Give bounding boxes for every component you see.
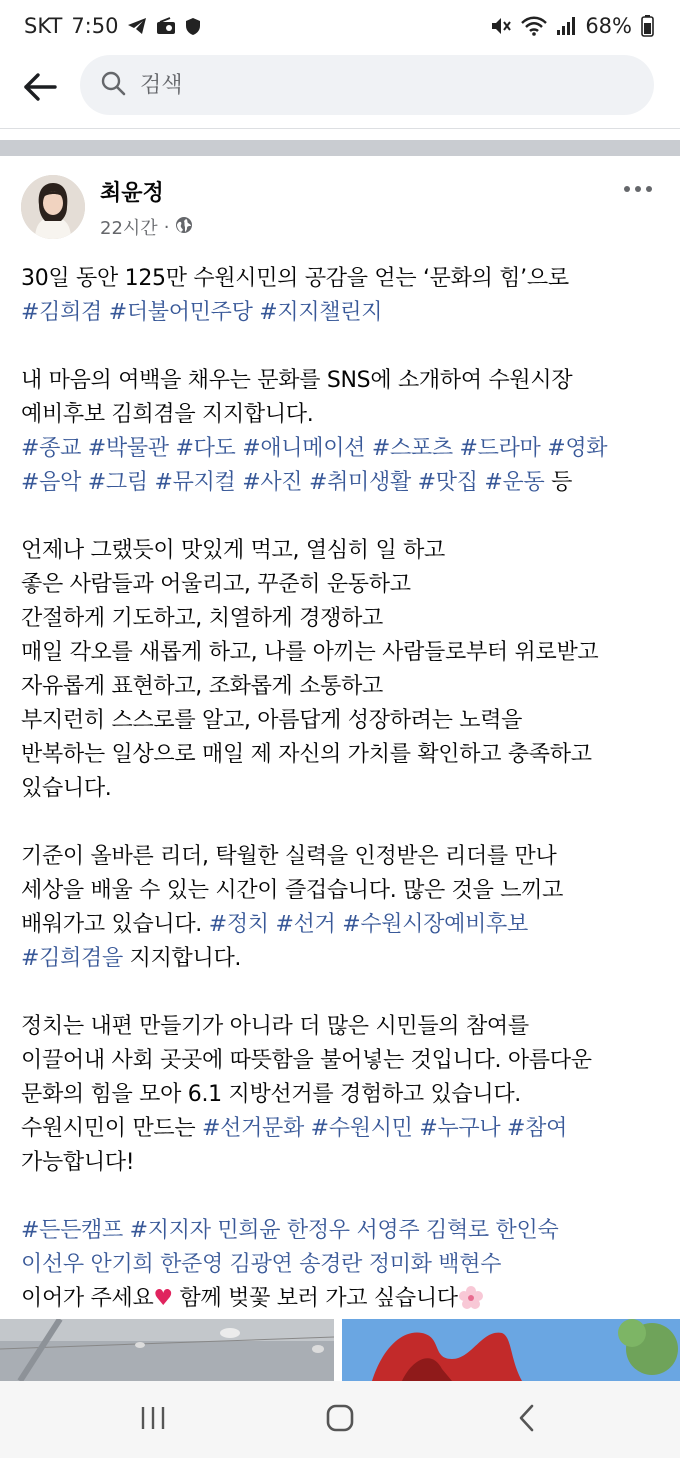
- text-segment: [453, 436, 460, 461]
- status-bar: [0, 0, 680, 52]
- radio-icon: [156, 17, 176, 35]
- hashtag-link[interactable]: #맛집: [417, 470, 478, 495]
- blank-line: [21, 500, 666, 534]
- text-segment: [411, 470, 418, 495]
- text-segment: 문화의 힘을 모아 6.1 지방선거를 경험하고 있습니다.: [21, 1082, 521, 1107]
- recents-icon: [139, 1405, 167, 1435]
- post-line: [21, 1112, 666, 1146]
- hashtag-link[interactable]: #김희겸: [21, 300, 102, 325]
- post-meta: [100, 214, 193, 240]
- text-segment: 등: [544, 470, 573, 495]
- hashtag-link[interactable]: #영화: [547, 436, 608, 461]
- text-segment: 부지런히 스스로를 알고, 아름답게 성장하려는 노력을: [21, 708, 523, 733]
- divider: [0, 128, 680, 129]
- back-icon: [517, 1404, 537, 1436]
- blank-line: [21, 1180, 666, 1214]
- text-segment: 언제나 그랬듯이 맛있게 먹고, 열심히 일 하고: [21, 538, 445, 563]
- hashtag-link[interactable]: #수원시민: [310, 1116, 413, 1141]
- arrow-left-icon: [23, 72, 57, 106]
- hashtag-link[interactable]: #스포츠: [371, 436, 453, 461]
- post-line: [21, 398, 666, 432]
- post-line: [21, 874, 666, 908]
- hashtag-link[interactable]: #더불어민주당: [108, 300, 253, 325]
- post-text: [21, 262, 666, 1316]
- home-button[interactable]: [300, 1390, 380, 1450]
- text-segment: [81, 470, 88, 495]
- wifi-icon: [521, 16, 547, 36]
- post-line: [21, 364, 666, 398]
- text-segment: [302, 470, 309, 495]
- post-line: [21, 1248, 666, 1282]
- post-line: [21, 840, 666, 874]
- post-line: [21, 670, 666, 704]
- hashtag-link[interactable]: #정치: [208, 912, 269, 937]
- text-segment: 세상을 배울 수 있는 시간이 즐겁습니다. 많은 것을 느끼고: [21, 878, 564, 903]
- text-segment: 배워가고 있습니다.: [21, 912, 209, 937]
- text-segment: 지지합니다.: [122, 946, 242, 971]
- post-line: [21, 568, 666, 602]
- hashtag-link[interactable]: #선거문화: [202, 1116, 304, 1141]
- post-line: [21, 704, 666, 738]
- hashtag-link[interactable]: #그림: [87, 470, 148, 495]
- hashtag-link[interactable]: #뮤지컬: [154, 470, 236, 495]
- avatar[interactable]: [21, 175, 85, 239]
- text-segment: 함께 벚꽃 보러 가고 싶습니다: [172, 1286, 458, 1311]
- time-label: 7:50: [71, 14, 119, 38]
- text-segment: 가능합니다!: [21, 1150, 135, 1175]
- text-segment: 간절하게 기도하고, 치열하게 경쟁하고: [21, 606, 384, 631]
- hashtag-link[interactable]: #종교: [21, 436, 82, 461]
- post-line: [21, 1146, 666, 1180]
- post-line: [21, 296, 666, 330]
- hashtag-link[interactable]: #드라마: [459, 436, 541, 461]
- hashtag-link[interactable]: #수원시장예비후보: [342, 912, 528, 937]
- more-dot: [624, 186, 630, 192]
- blank-line: [21, 806, 666, 840]
- hashtag-link[interactable]: #김희겸을: [21, 946, 123, 971]
- text-segment: 있습니다.: [21, 776, 112, 801]
- status-left: [24, 14, 201, 38]
- battery-icon: [641, 15, 654, 37]
- text-segment: [81, 436, 88, 461]
- hashtag-link[interactable]: #지지챌린지: [259, 300, 383, 325]
- post-line: [21, 772, 666, 806]
- system-nav-bar: [0, 1381, 680, 1458]
- hashtag-link[interactable]: 이선우 안기희 한준영 김광연 송경란 정미화 백현수: [21, 1252, 502, 1277]
- carrier-label: SKT: [24, 14, 63, 38]
- text-segment: [148, 470, 155, 495]
- mute-icon: [490, 16, 512, 36]
- hashtag-link[interactable]: #운동: [484, 470, 545, 495]
- cherry-blossom-icon: [458, 1285, 484, 1309]
- text-segment: 이어가 주세요: [21, 1286, 154, 1311]
- text-segment: [102, 300, 109, 325]
- hashtag-link[interactable]: #참여: [507, 1116, 568, 1141]
- text-segment: 이끌어내 사회 곳곳에 따뜻함을 불어넣는 것입니다. 아름다운: [21, 1048, 592, 1073]
- text-segment: [123, 1218, 130, 1243]
- post-photo[interactable]: [342, 1319, 680, 1381]
- more-options-button[interactable]: [616, 178, 660, 200]
- text-segment: 정치는 내편 만들기가 아니라 더 많은 시민들의 참여를: [21, 1014, 529, 1039]
- recents-button[interactable]: [113, 1390, 193, 1450]
- more-dot: [635, 186, 641, 192]
- post-line: [21, 466, 666, 500]
- author-name[interactable]: 최윤정: [100, 181, 164, 206]
- hashtag-link[interactable]: #누구나: [419, 1116, 501, 1141]
- blank-line: [21, 976, 666, 1010]
- telegram-icon: [127, 17, 147, 35]
- meta-separator: ·: [163, 216, 170, 238]
- post-line: [21, 432, 666, 466]
- text-segment: [304, 1116, 311, 1141]
- text-segment: 매일 각오를 새롭게 하고, 나를 아끼는 사람들로부터 위로받고: [21, 640, 599, 665]
- feed-separator: [0, 140, 680, 156]
- hashtag-link[interactable]: #다도: [175, 436, 236, 461]
- text-segment: 내 마음의 여백을 채우는 문화를 SNS에 소개하여 수원시장: [21, 368, 573, 393]
- hashtag-link[interactable]: #박물관: [87, 436, 169, 461]
- globe-icon: [175, 216, 193, 239]
- shield-icon: [185, 17, 201, 36]
- post-line: [21, 1078, 666, 1112]
- hashtag-link[interactable]: #든든캠프: [21, 1218, 123, 1243]
- post-line: [21, 738, 666, 772]
- hashtag-link[interactable]: #사진: [242, 470, 303, 495]
- search-icon: [100, 70, 126, 100]
- more-dot: [646, 186, 652, 192]
- post-line: [21, 1214, 666, 1248]
- post-line: [21, 1282, 666, 1316]
- hashtag-link[interactable]: #지지자 민희윤 한정우 서영주 김혁로 한인숙: [129, 1218, 559, 1243]
- text-segment: 30일 동안 125만 수원시민의 공감을 얻는 ‘문화의 힘’으로: [21, 266, 569, 291]
- post-line: [21, 262, 666, 296]
- post-header: [0, 156, 680, 256]
- nav-back-button[interactable]: [487, 1390, 567, 1450]
- post-line: [21, 636, 666, 670]
- search-header: [0, 52, 680, 126]
- text-segment: 기준이 올바른 리더, 탁월한 실력을 인정받은 리더를 만나: [21, 844, 557, 869]
- text-segment: 자유롭게 표현하고, 조화롭게 소통하고: [21, 674, 384, 699]
- hashtag-link[interactable]: #선거: [275, 912, 336, 937]
- hashtag-link[interactable]: #음악: [21, 470, 82, 495]
- text-segment: [365, 436, 372, 461]
- heart-icon: ♥: [153, 1286, 173, 1311]
- text-segment: 반복하는 일상으로 매일 제 자신의 가치를 확인하고 충족하고: [21, 742, 592, 767]
- post-line: [21, 908, 666, 942]
- status-right: [490, 14, 654, 38]
- search-input[interactable]: [140, 73, 580, 98]
- home-icon: [325, 1403, 355, 1437]
- back-button[interactable]: [0, 52, 80, 126]
- post-photo[interactable]: [0, 1319, 334, 1381]
- post-line: [21, 1044, 666, 1078]
- battery-label: 68%: [585, 14, 632, 38]
- search-bar[interactable]: [80, 55, 654, 115]
- text-segment: 좋은 사람들과 어울리고, 꾸준히 운동하고: [21, 572, 411, 597]
- text-segment: 예비후보 김희겸을 지지합니다.: [21, 402, 314, 427]
- post-line: [21, 602, 666, 636]
- post-line: [21, 534, 666, 568]
- signal-icon: [556, 16, 576, 36]
- post-time[interactable]: 22시간: [100, 218, 158, 239]
- text-segment: 수원시민이 만드는: [21, 1116, 203, 1141]
- blank-line: [21, 330, 666, 364]
- post-line: [21, 942, 666, 976]
- hashtag-link[interactable]: #취미생활: [308, 470, 411, 495]
- post-line: [21, 1010, 666, 1044]
- hashtag-link[interactable]: #애니메이션: [242, 436, 366, 461]
